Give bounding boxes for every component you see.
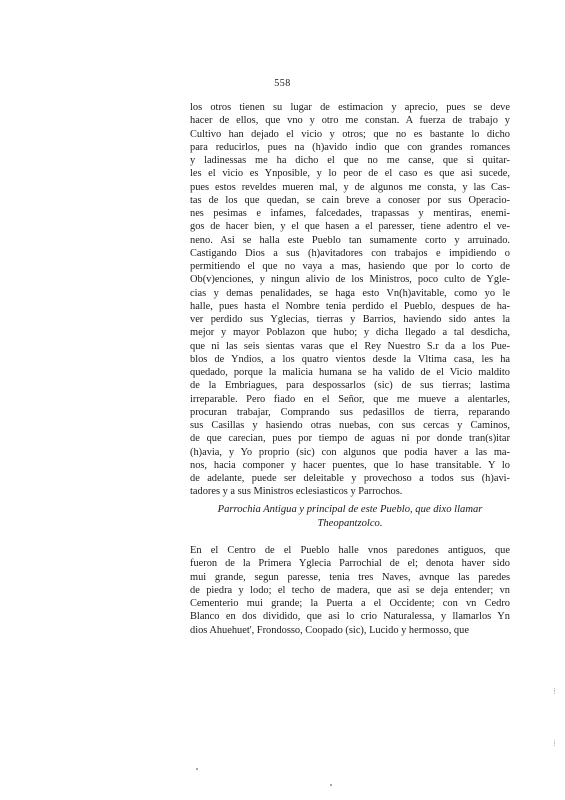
text-line: de piedra y lodo; el techo de madera, que asi se deja entender; vn	[190, 584, 510, 596]
text-line: blos de Yndios, a los quatro vientos desde la Vltima casa, les ha	[190, 353, 510, 365]
text-line: pues estos reveldes mueren mal, y de algunos me consta, y las Cas-	[190, 181, 510, 193]
text-line: y ladinessas me ha dicho el que no me canse, que si quitar-	[190, 155, 510, 166]
text-line: sus Casillas y hasiendo otras nuebas, con sus cercas y Caminos,	[190, 420, 510, 431]
text-line: para reducirlos, pues na (h)avido indio que con grandes romances	[190, 141, 510, 153]
scan-speck	[196, 768, 198, 770]
text-line: tas de los que quedan, se cain breve a conoser por sus Operacio-	[190, 194, 510, 206]
text-line: fueron de la Primera Yglecia Parrochial de el; denota haver sido	[190, 558, 510, 570]
text-line: Theopantzolco.	[317, 517, 383, 529]
text-line: nes pesimas e infames, falcedades, trapassas y mentiras, enemi-	[190, 208, 510, 219]
text-line: permitiendo el que no vaya a mas, hasiendo que por lo corto de	[190, 261, 510, 272]
text-line: (h)avia, y Yo proprio (sic) con algunos que podia haver a las ma-	[190, 446, 510, 458]
page-number: 558	[274, 78, 291, 89]
text-line: Parrochia Antigua y principal de este Pueblo, que dixo llamar	[217, 504, 483, 515]
text-line: que ni las seis sientas varas que el Rey Nuestro S.r da a los Pue-	[190, 340, 510, 352]
scan-speck	[330, 784, 332, 786]
text-line: mejor y mayor Poblazon que hubo; y dicha llegado a tal desdicha,	[190, 327, 510, 339]
text-line: Castigando Dios a sus (h)avitadores con trabajos e impidiendo o	[190, 247, 510, 259]
text-line: irreparable. Pero fiado en el Señor, que me mueve a alentarles,	[190, 393, 510, 405]
body-paragraph-1	[190, 101, 510, 499]
text-line: halle, pues hasta el Nombre tenia perdido el Pueblo, despues de ha-	[190, 300, 510, 312]
text-line: de adelante, puede ser deleitable y provechoso a todos sus (h)avi-	[190, 473, 510, 484]
text-line: los otros tienen su lugar de estimacion y aprecio, pues se deve	[190, 102, 510, 113]
text-line: ver perdido sus Yglecias, tierras y Barrios, haviendo sido antes la	[190, 314, 510, 325]
text-line: Cementerio mui grande; la Puerta a el Occidente; con vn Cedro	[190, 598, 510, 609]
text-line: Blanco en dos dividido, que asi lo crio Naturalessa, y llamarlos Yn	[190, 611, 510, 623]
section-heading	[190, 503, 510, 530]
text-line: dios Ahuehuet', Frondosso, Coopado (sic), Lucido y hermosso, que	[190, 624, 469, 636]
text-line: nos, hacia componer y hacer puentes, que lo hase transitable. Y lo	[190, 459, 510, 471]
text-line: de que carecian, pues por tiempo de aguas ni por donde tran(s)itar	[190, 433, 510, 445]
text-line: Ob(v)enciones, y ningun alivio de los Ministros, poco culto de Ygle-	[190, 274, 510, 286]
text-line: En el Centro de el Pueblo halle vnos paredones antiguos, que	[190, 545, 510, 556]
text-line: quedado, porque la malicia humana se ha valido de el Vicio maldito	[190, 367, 510, 378]
text-line: procuran trabajar, Comprando sus pedasillos de tierra, reparando	[190, 406, 510, 418]
text-line: mui grande, segun paresse, tenia tres Naves, avnque las paredes	[190, 571, 510, 583]
text-line: hacer de ellos, que vno y otro me constan. A fuerza de trabajo y	[190, 115, 510, 127]
text-line: gos de hacer bien, y el que hasen a el paresser, tiene adentro el ve-	[190, 221, 510, 233]
margin-mark: ....	[552, 740, 558, 746]
margin-mark: ....	[552, 688, 558, 694]
text-line: Cultivo han dejado el vicio y otros; que no es bastante lo dicho	[190, 128, 510, 140]
text-line: de la Embriagues, para despossarlos (sic) de sus tierras; lastima	[190, 380, 510, 392]
text-line: cias y demas penalidades, se haga esto Vn(h)avitable, como yo le	[190, 287, 510, 299]
text-line: tadores y a sus Ministros eclesiasticos y Parrochos.	[190, 486, 403, 498]
text-line: les el vicio es Ynposible, y lo peor de el caso es que asi sucede,	[190, 168, 510, 180]
body-paragraph-2	[190, 544, 510, 637]
text-line: neno. Asi se halla este Pueblo tan sumamente corto y arruinado.	[190, 234, 510, 246]
